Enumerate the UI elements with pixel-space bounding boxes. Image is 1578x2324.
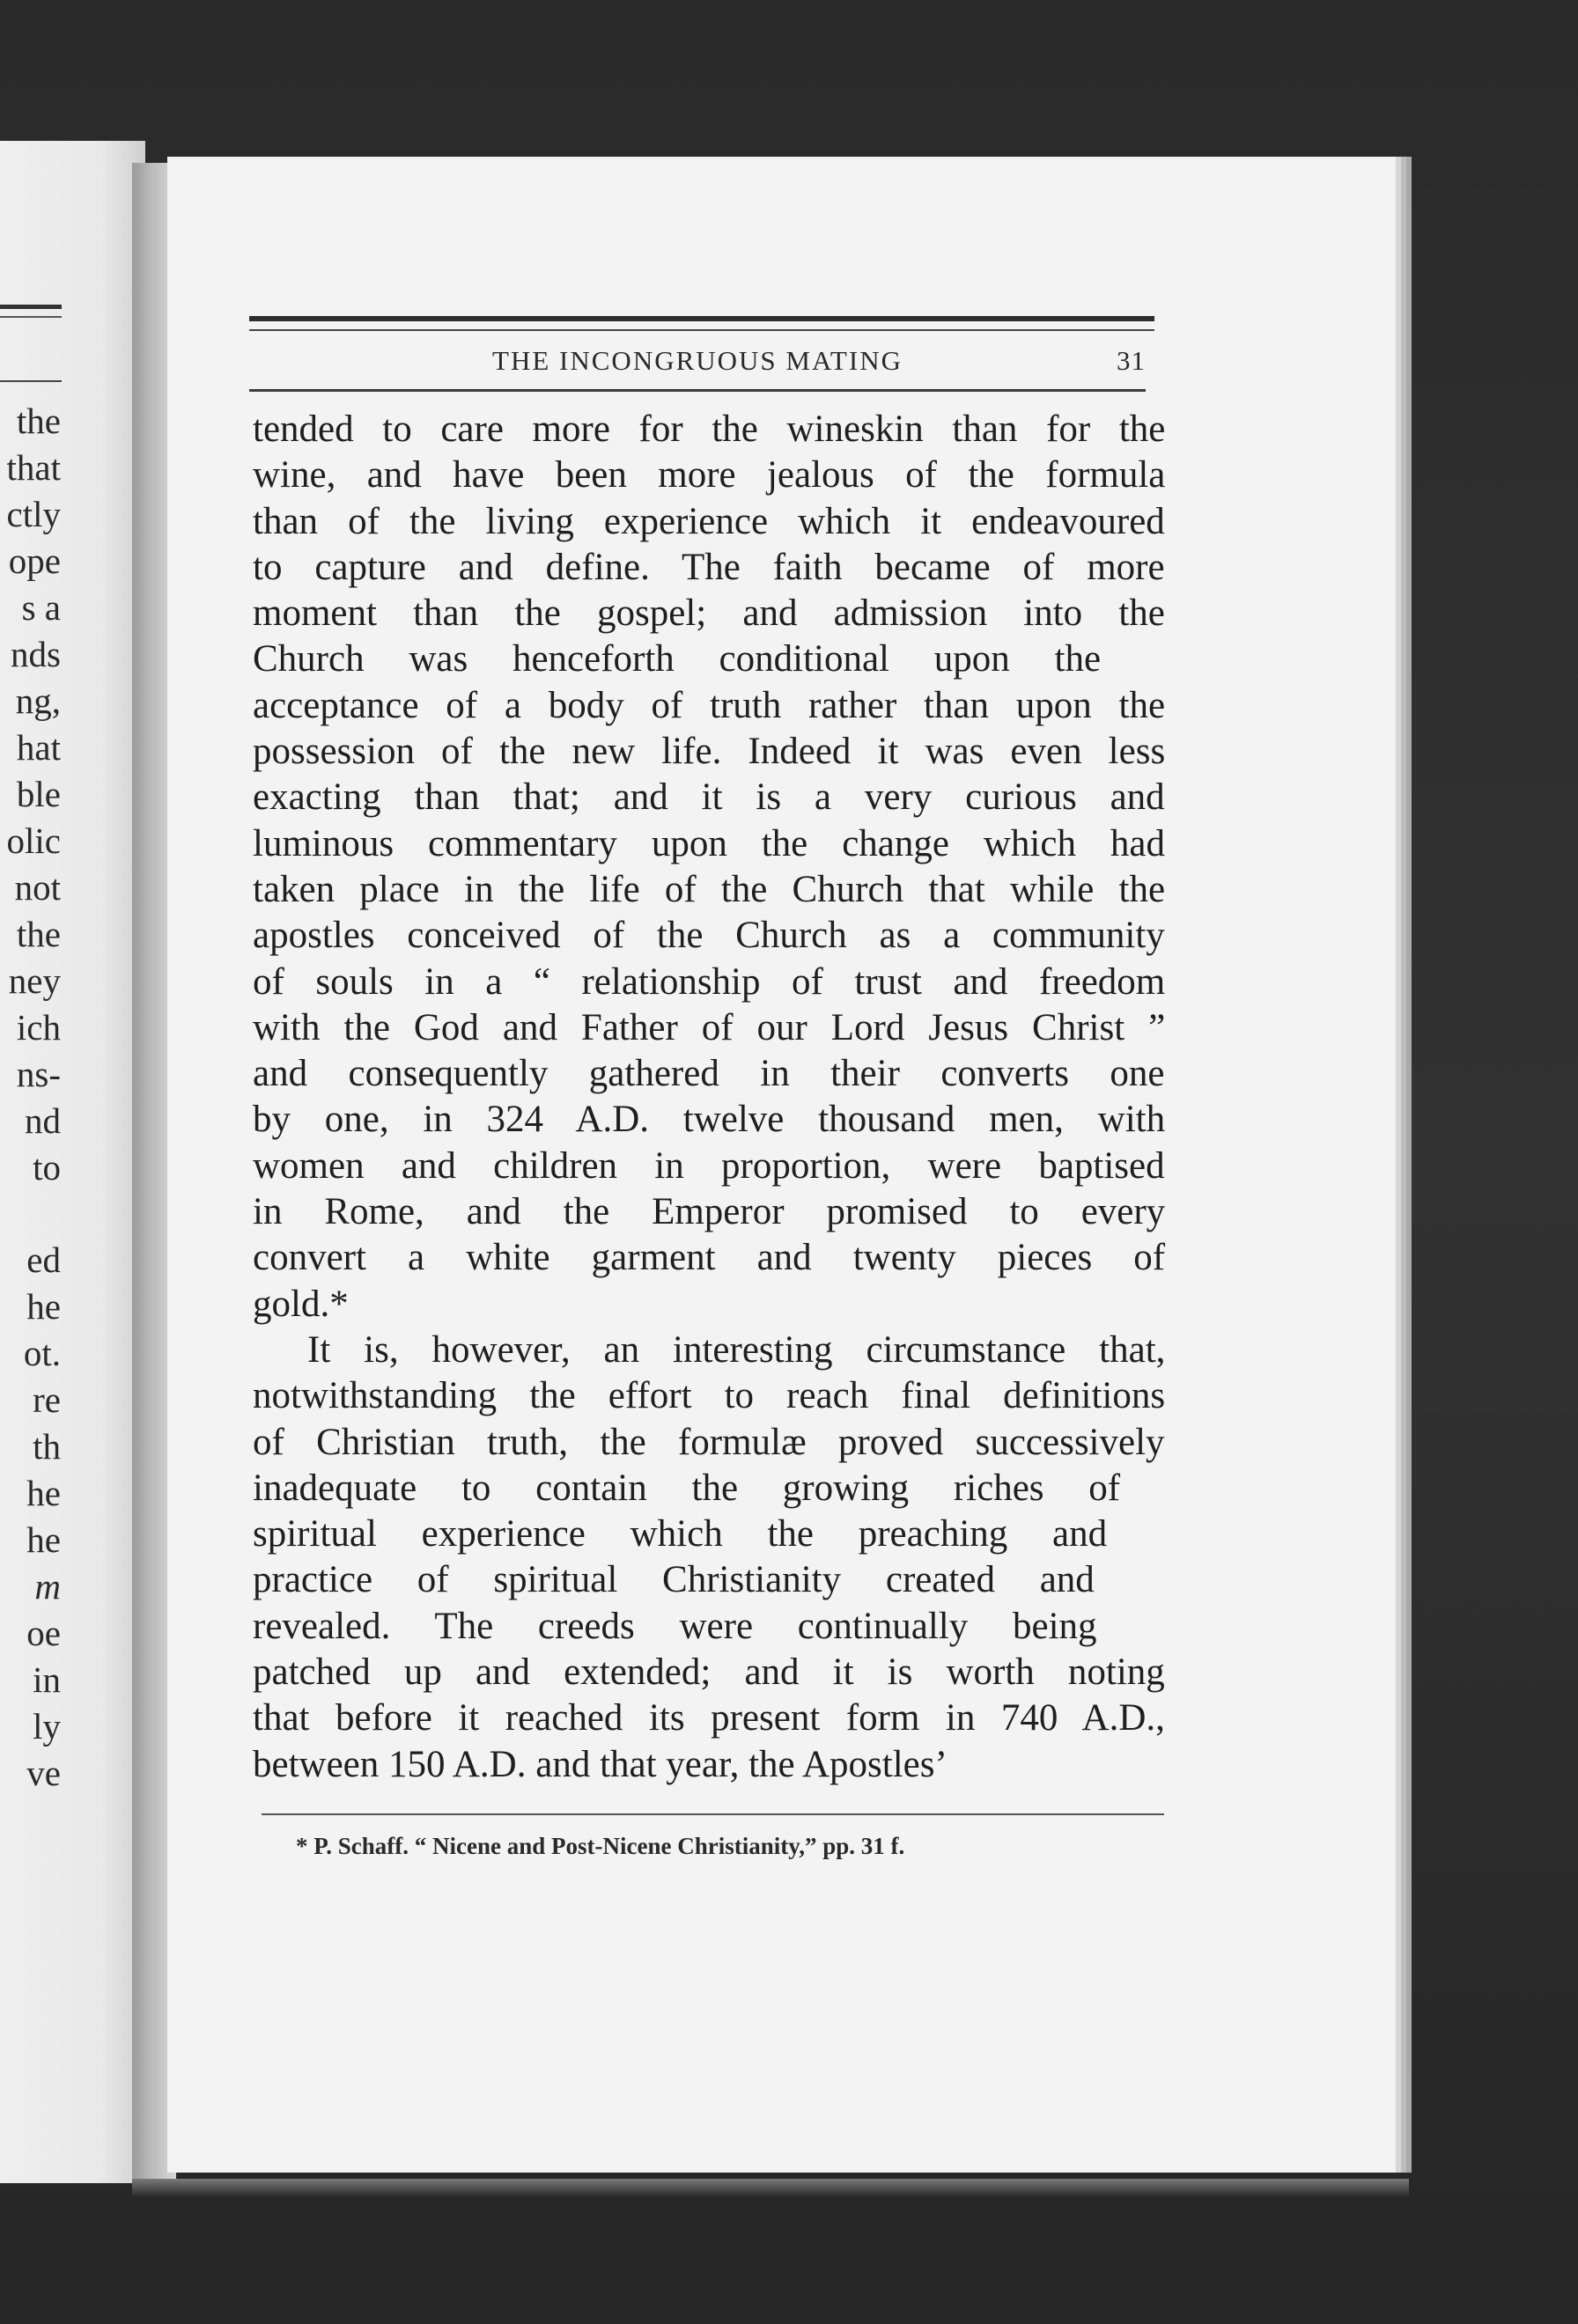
previous-page-fragment: ble xyxy=(16,774,61,814)
running-head xyxy=(249,345,1146,380)
text-line: acceptance of a body of truth rather than upon the xyxy=(253,684,1166,726)
text-line: convert a white garment and twenty pieces of xyxy=(253,1237,1166,1279)
previous-page-fragment: in xyxy=(33,1659,61,1700)
page-number: 31 xyxy=(1117,345,1146,376)
text-line: practice of spiritual Christianity created and xyxy=(253,1559,1095,1601)
text-line: notwithstanding the effort to reach final definitions xyxy=(253,1375,1166,1417)
previous-page-fragment: th xyxy=(33,1426,61,1467)
text-line: by one, in 324 A.D. twelve thousand men, with xyxy=(253,1099,1166,1141)
previous-page-rule xyxy=(0,380,62,382)
previous-page-edge xyxy=(0,141,145,2183)
previous-page-fragment: ed xyxy=(26,1239,61,1280)
footnote: * P. Schaff. “ Nicene and Post-Nicene Christianity,” pp. 31 f. xyxy=(296,1833,905,1859)
previous-page-fragment: oe xyxy=(26,1613,61,1653)
text-line: than of the living experience which it endeavoured xyxy=(253,500,1165,542)
text-line: luminous commentary upon the change which had xyxy=(253,822,1165,864)
running-title: THE INCONGRUOUS MATING xyxy=(492,345,903,376)
previous-page-fragment: he xyxy=(26,1473,61,1513)
previous-page-fragment: nds xyxy=(11,634,61,674)
text-line: It is, however, an interesting circumstance that, xyxy=(307,1328,1166,1371)
previous-page-fragment: ns- xyxy=(16,1054,61,1094)
previous-page-fragment: olic xyxy=(6,820,61,861)
body-text xyxy=(253,407,1165,1788)
text-line: and consequently gathered in their converts one xyxy=(253,1053,1165,1095)
text-line: in Rome, and the Emperor promised to every xyxy=(253,1191,1166,1233)
text-line: patched up and extended; and it is worth noting xyxy=(253,1651,1165,1694)
text-line: taken place in the life of the Church that while the xyxy=(253,868,1166,910)
text-line: between 150 A.D. and that year, the Apostles’ xyxy=(253,1743,948,1785)
previous-page-fragment: ng, xyxy=(15,680,61,721)
previous-page-fragment: nd xyxy=(25,1100,61,1141)
previous-page-fragment: ve xyxy=(26,1753,61,1793)
previous-page-fragment: not xyxy=(14,867,61,908)
text-line: spiritual experience which the preaching and xyxy=(253,1513,1108,1555)
previous-page-fragment: ich xyxy=(16,1007,61,1048)
previous-page-fragment: that xyxy=(6,447,61,488)
footnote-rule xyxy=(262,1813,1164,1815)
text-line: to capture and define. The faith became of more xyxy=(253,546,1165,588)
previous-page-fragment: m xyxy=(34,1566,61,1607)
previous-page-fragment: ly xyxy=(33,1706,61,1747)
previous-page-fragment: hat xyxy=(16,727,61,768)
previous-page-fragment: to xyxy=(33,1147,61,1188)
previous-page-fragment: re xyxy=(33,1379,61,1420)
text-line: of souls in a “ relationship of trust and freedom xyxy=(253,960,1166,1003)
header-rule-thick xyxy=(249,316,1154,321)
previous-page-fragment: ney xyxy=(8,960,61,1001)
text-line: that before it reached its present form in 740 A.D., xyxy=(253,1697,1165,1739)
previous-page-fragment: he xyxy=(26,1519,61,1560)
text-line: revealed. The creeds were continually being xyxy=(253,1605,1097,1647)
text-line: inadequate to contain the growing riches of xyxy=(253,1467,1121,1509)
text-line: wine, and have been more jealous of the formula xyxy=(253,454,1166,496)
text-line: possession of the new life. Indeed it was even less xyxy=(253,731,1166,773)
previous-page-fragment: the xyxy=(16,914,61,954)
previous-page-rule xyxy=(0,305,62,309)
header-rule-thin xyxy=(249,329,1154,331)
text-line: moment than the gospel; and admission into the xyxy=(253,592,1165,635)
text-line: with the God and Father of our Lord Jesus Christ ” xyxy=(253,1006,1166,1048)
text-line: tended to care more for the wineskin than for the xyxy=(253,408,1166,450)
previous-page-fragment: ot. xyxy=(23,1333,61,1373)
previous-page-rule xyxy=(0,316,62,318)
previous-page-fragment: he xyxy=(26,1286,61,1327)
book-bottom-edge xyxy=(132,2179,1409,2196)
previous-page-fragment: ope xyxy=(8,541,61,581)
text-line: women and children in proportion, were baptised xyxy=(253,1144,1165,1187)
previous-page-fragment: ctly xyxy=(6,494,61,534)
text-line: of Christian truth, the formulæ proved successively xyxy=(253,1421,1165,1463)
text-line: apostles conceived of the Church as a community xyxy=(253,915,1165,957)
text-line: Church was henceforth conditional upon the xyxy=(253,638,1102,680)
text-line: gold.* xyxy=(253,1283,349,1325)
header-rule-below xyxy=(249,389,1146,392)
previous-page-fragment: the xyxy=(16,401,61,441)
previous-page-fragment: s a xyxy=(21,587,61,628)
text-line: exacting than that; and it is a very curious and xyxy=(253,776,1165,819)
